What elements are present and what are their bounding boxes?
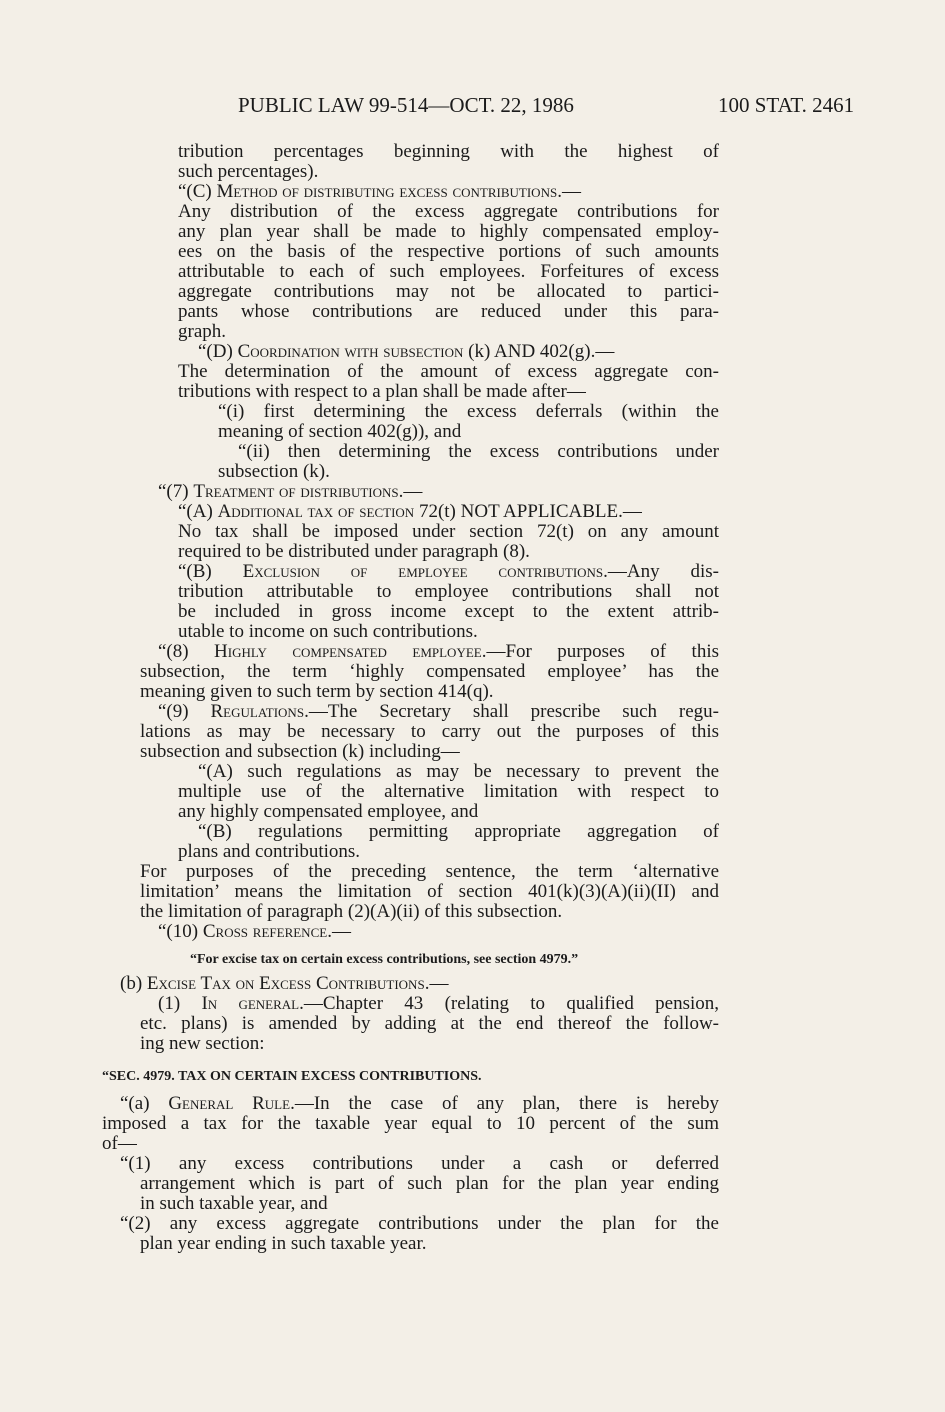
text-line: ing new section: <box>140 1033 265 1054</box>
text-line: plan year ending in such taxable year. <box>140 1233 427 1254</box>
text-line: be included in gross income except to the extent attrib- <box>178 601 719 622</box>
statute-page-number: 100 STAT. 2461 <box>718 93 855 117</box>
text-line: subsection, the term ‘highly compensated employee’ has the <box>140 661 719 682</box>
paragraph-heading: (1) In general.—Chapter 43 (relating to qualified pension, <box>158 993 720 1014</box>
text-line: No tax shall be imposed under section 72(t) on any amount <box>178 521 719 542</box>
subsection-heading: (b) Excise Tax on Excess Contributions.— <box>120 973 449 994</box>
text-line: plans and contributions. <box>178 841 361 862</box>
text-line: pants whose contributions are reduced under this para- <box>178 301 719 322</box>
text-line: utable to income on such contributions. <box>178 621 478 642</box>
text-line: Any distribution of the excess aggregate contributions for <box>178 201 719 222</box>
text-line: etc. plans) is amended by adding at the end thereof the follow- <box>140 1013 719 1034</box>
text-line: any highly compensated employee, and <box>178 801 479 822</box>
text-line: “(2) any excess aggregate contributions under the plan for the <box>120 1213 719 1234</box>
text-line: of— <box>102 1133 137 1154</box>
paragraph-heading: “(a) General Rule.—In the case of any plan, there is hereby <box>120 1093 719 1114</box>
text-line: arrangement which is part of such plan for the plan year ending <box>140 1173 719 1194</box>
text-line: any plan year shall be made to highly compensated employ- <box>178 221 719 242</box>
paragraph-heading: “(8) Highly compensated employee.—For purposes of this <box>158 641 719 662</box>
text-line: attributable to each of such employees. Forfeitures of excess <box>178 261 719 282</box>
text-line: meaning of section 402(g)), and <box>218 421 462 442</box>
text-line: in such taxable year, and <box>140 1193 328 1214</box>
text-line: subsection and subsection (k) including— <box>140 741 460 762</box>
paragraph-heading: “(7) Treatment of distributions.— <box>158 481 423 502</box>
text-line: “(B) regulations permitting appropriate aggregation of <box>198 821 719 842</box>
text-line: ees on the basis of the respective portions of such amounts <box>178 241 719 262</box>
paragraph-heading: “(D) Coordination with subsection (k) AND 402(g).— <box>198 341 615 362</box>
text-line: tribution percentages beginning with the highest of <box>178 141 719 162</box>
section-heading: “SEC. 4979. TAX ON CERTAIN EXCESS CONTRIBUTIONS. <box>102 1069 482 1084</box>
text-line: graph. <box>178 321 227 342</box>
text-line: such percentages). <box>178 161 319 182</box>
text-line: “(A) such regulations as may be necessary to prevent the <box>198 761 719 782</box>
paragraph-heading: “(B) Exclusion of employee contributions.—Any dis- <box>178 561 719 582</box>
text-line: “(i) first determining the excess deferrals (within the <box>218 401 719 422</box>
paragraph-heading: “(C) Method of distributing excess contributions.— <box>178 181 581 202</box>
text-line: For purposes of the preceding sentence, the term ‘alternative <box>140 861 719 882</box>
text-line: the limitation of paragraph (2)(A)(ii) of this subsection. <box>140 901 563 922</box>
text-line: lations as may be necessary to carry out the purposes of this <box>140 721 719 742</box>
text-line: meaning given to such term by section 414(q). <box>140 681 494 702</box>
text-line: tributions with respect to a plan shall be made after— <box>178 381 586 402</box>
text-line: The determination of the amount of excess aggregate con- <box>178 361 719 382</box>
text-line: tribution attributable to employee contributions shall not <box>178 581 719 602</box>
paragraph-heading: “(10) Cross reference.— <box>158 921 351 942</box>
paragraph-heading: “(9) Regulations.—The Secretary shall prescribe such regu- <box>158 701 720 722</box>
text-line: “(ii) then determining the excess contributions under <box>238 441 719 462</box>
law-citation: PUBLIC LAW 99-514—OCT. 22, 1986 <box>238 93 574 117</box>
text-line: “(1) any excess contributions under a cash or deferred <box>120 1153 719 1174</box>
page-header <box>0 93 945 123</box>
text-line: limitation’ means the limitation of section 401(k)(3)(A)(ii)(II) and <box>140 881 719 902</box>
text-line: aggregate contributions may not be allocated to partici- <box>178 281 719 302</box>
paragraph-heading: “(A) Additional tax of section 72(t) NOT APPLICABLE.— <box>178 501 642 522</box>
text-line: required to be distributed under paragraph (8). <box>178 541 530 562</box>
text-line: imposed a tax for the taxable year equal to 10 percent of the sum <box>102 1113 719 1134</box>
cross-reference-note: “For excise tax on certain excess contributions, see section 4979.” <box>190 952 579 967</box>
text-line: subsection (k). <box>218 461 330 482</box>
text-line: multiple use of the alternative limitation with respect to <box>178 781 719 802</box>
